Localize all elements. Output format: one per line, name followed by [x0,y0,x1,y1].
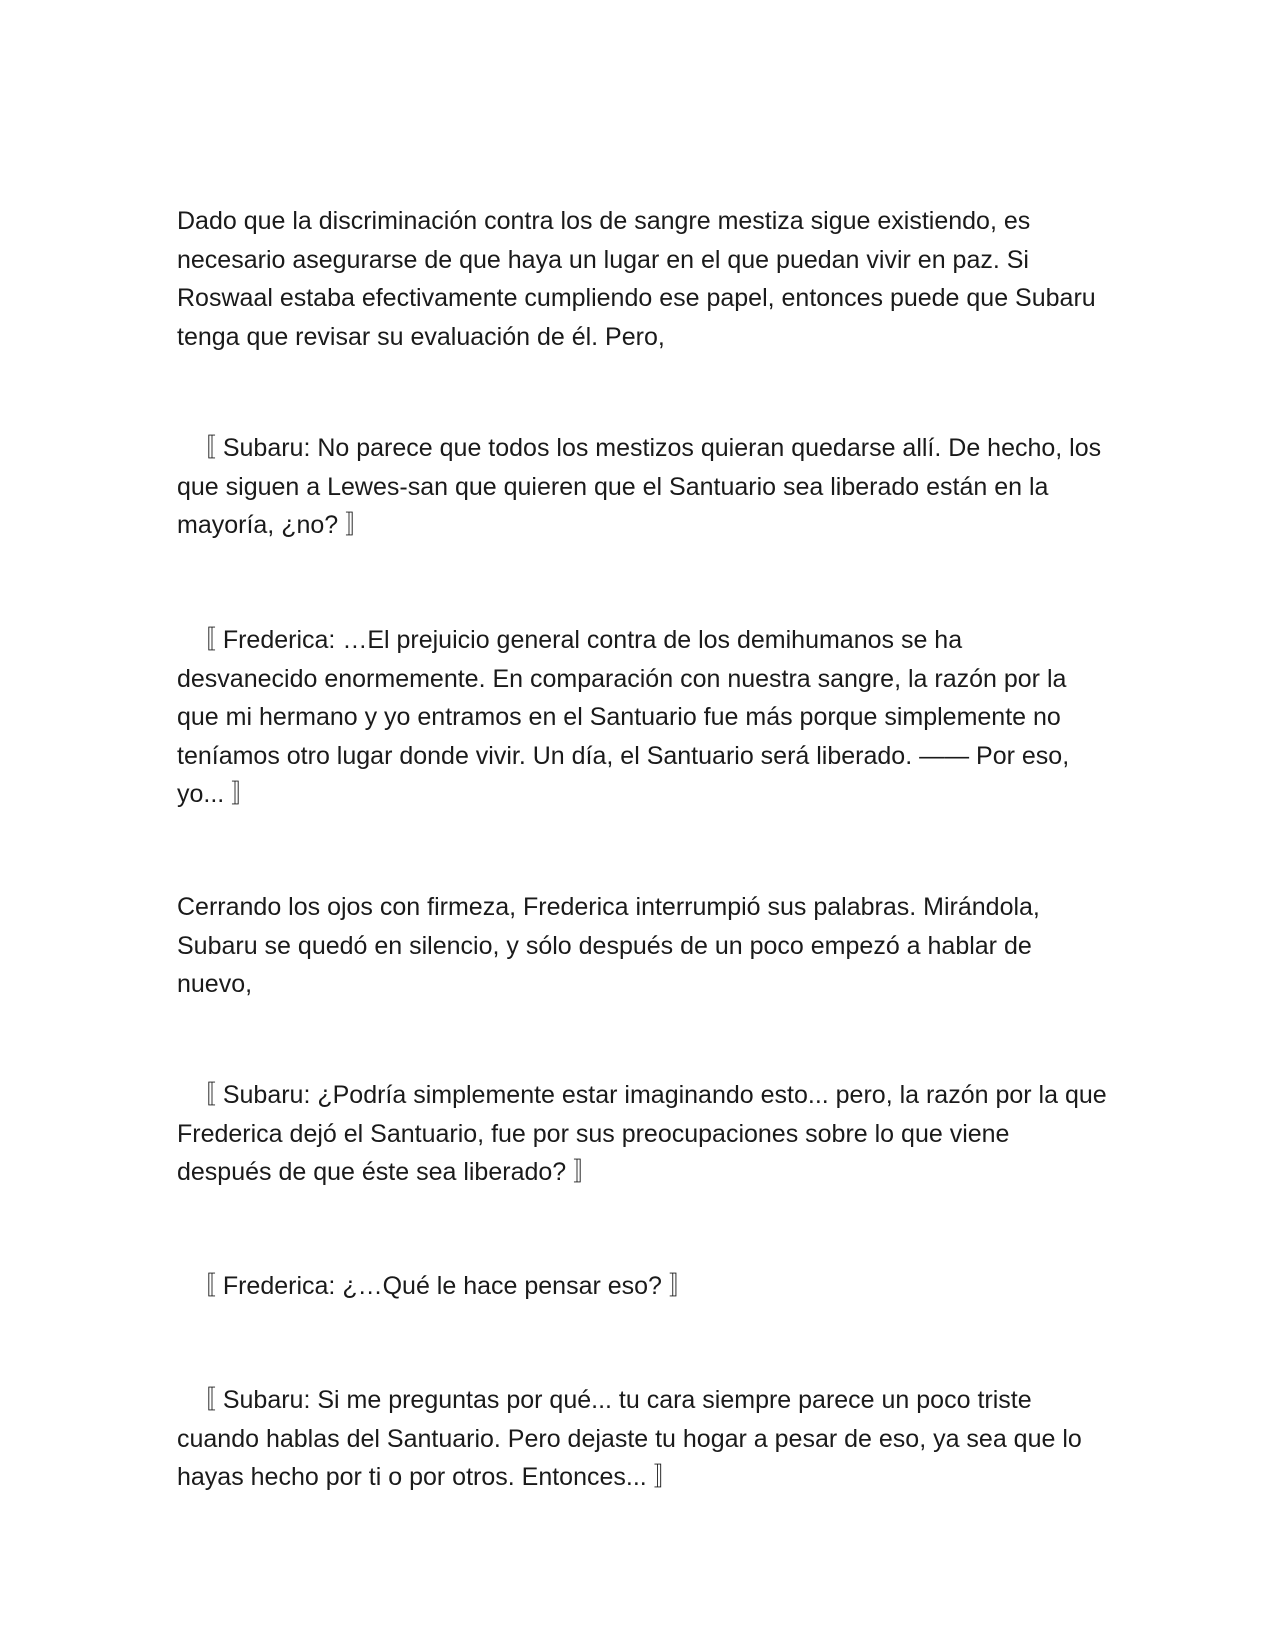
dialogue-subaru-paragraph: 〚 Subaru: Si me preguntas por qué... tu cara siempre parece un poco triste cuando hablas del Santuario. Pero dejaste tu hogar a pesar de eso, ya sea que lo hayas hecho por ti o por otros. Entonces... 〛 [177,1386,1082,1492]
narration-paragraph: Dado que la discriminación contra los de sangre mestiza sigue existiendo, es necesario asegurarse de que haya un lugar en el que puedan vivir en paz. Si Roswaal estaba efectivamente cumpliendo ese papel, entonces puede que Subaru tenga que revisar su evaluación de él. Pero, [177,207,1096,351]
narration-paragraph: Cerrando los ojos con firmeza, Frederica interrumpió sus palabras. Mirándola, Subaru se quedó en silencio, y sólo después de un poco empezó a hablar de nuevo, [177,893,1040,999]
dialogue-frederica-paragraph: 〚 Frederica: …El prejuicio general contra de los demihumanos se ha desvanecido enormemente. En comparación con nuestra sangre, la razón por la que mi hermano y yo entramos en el Santuario fue más porque simplemente no teníamos otro lugar donde vivir. Un día, el Santuario será liberado. —— Por eso, yo... 〛 [177,626,1070,809]
dialogue-subaru-paragraph: 〚 Subaru: ¿Podría simplemente estar imaginando esto... pero, la razón por la que Frederica dejó el Santuario, fue por sus preocupaciones sobre lo que viene después de que éste sea liberado? 〛 [177,1081,1107,1187]
dialogue-frederica-paragraph: 〚 Frederica: ¿…Qué le hace pensar eso? 〛 [177,1272,694,1300]
dialogue-subaru-paragraph: 〚 Subaru: No parece que todos los mestizos quieran quedarse allí. De hecho, los que siguen a Lewes-san que quieren que el Santuario sea liberado están en la mayoría, ¿no? 〛 [177,434,1102,540]
